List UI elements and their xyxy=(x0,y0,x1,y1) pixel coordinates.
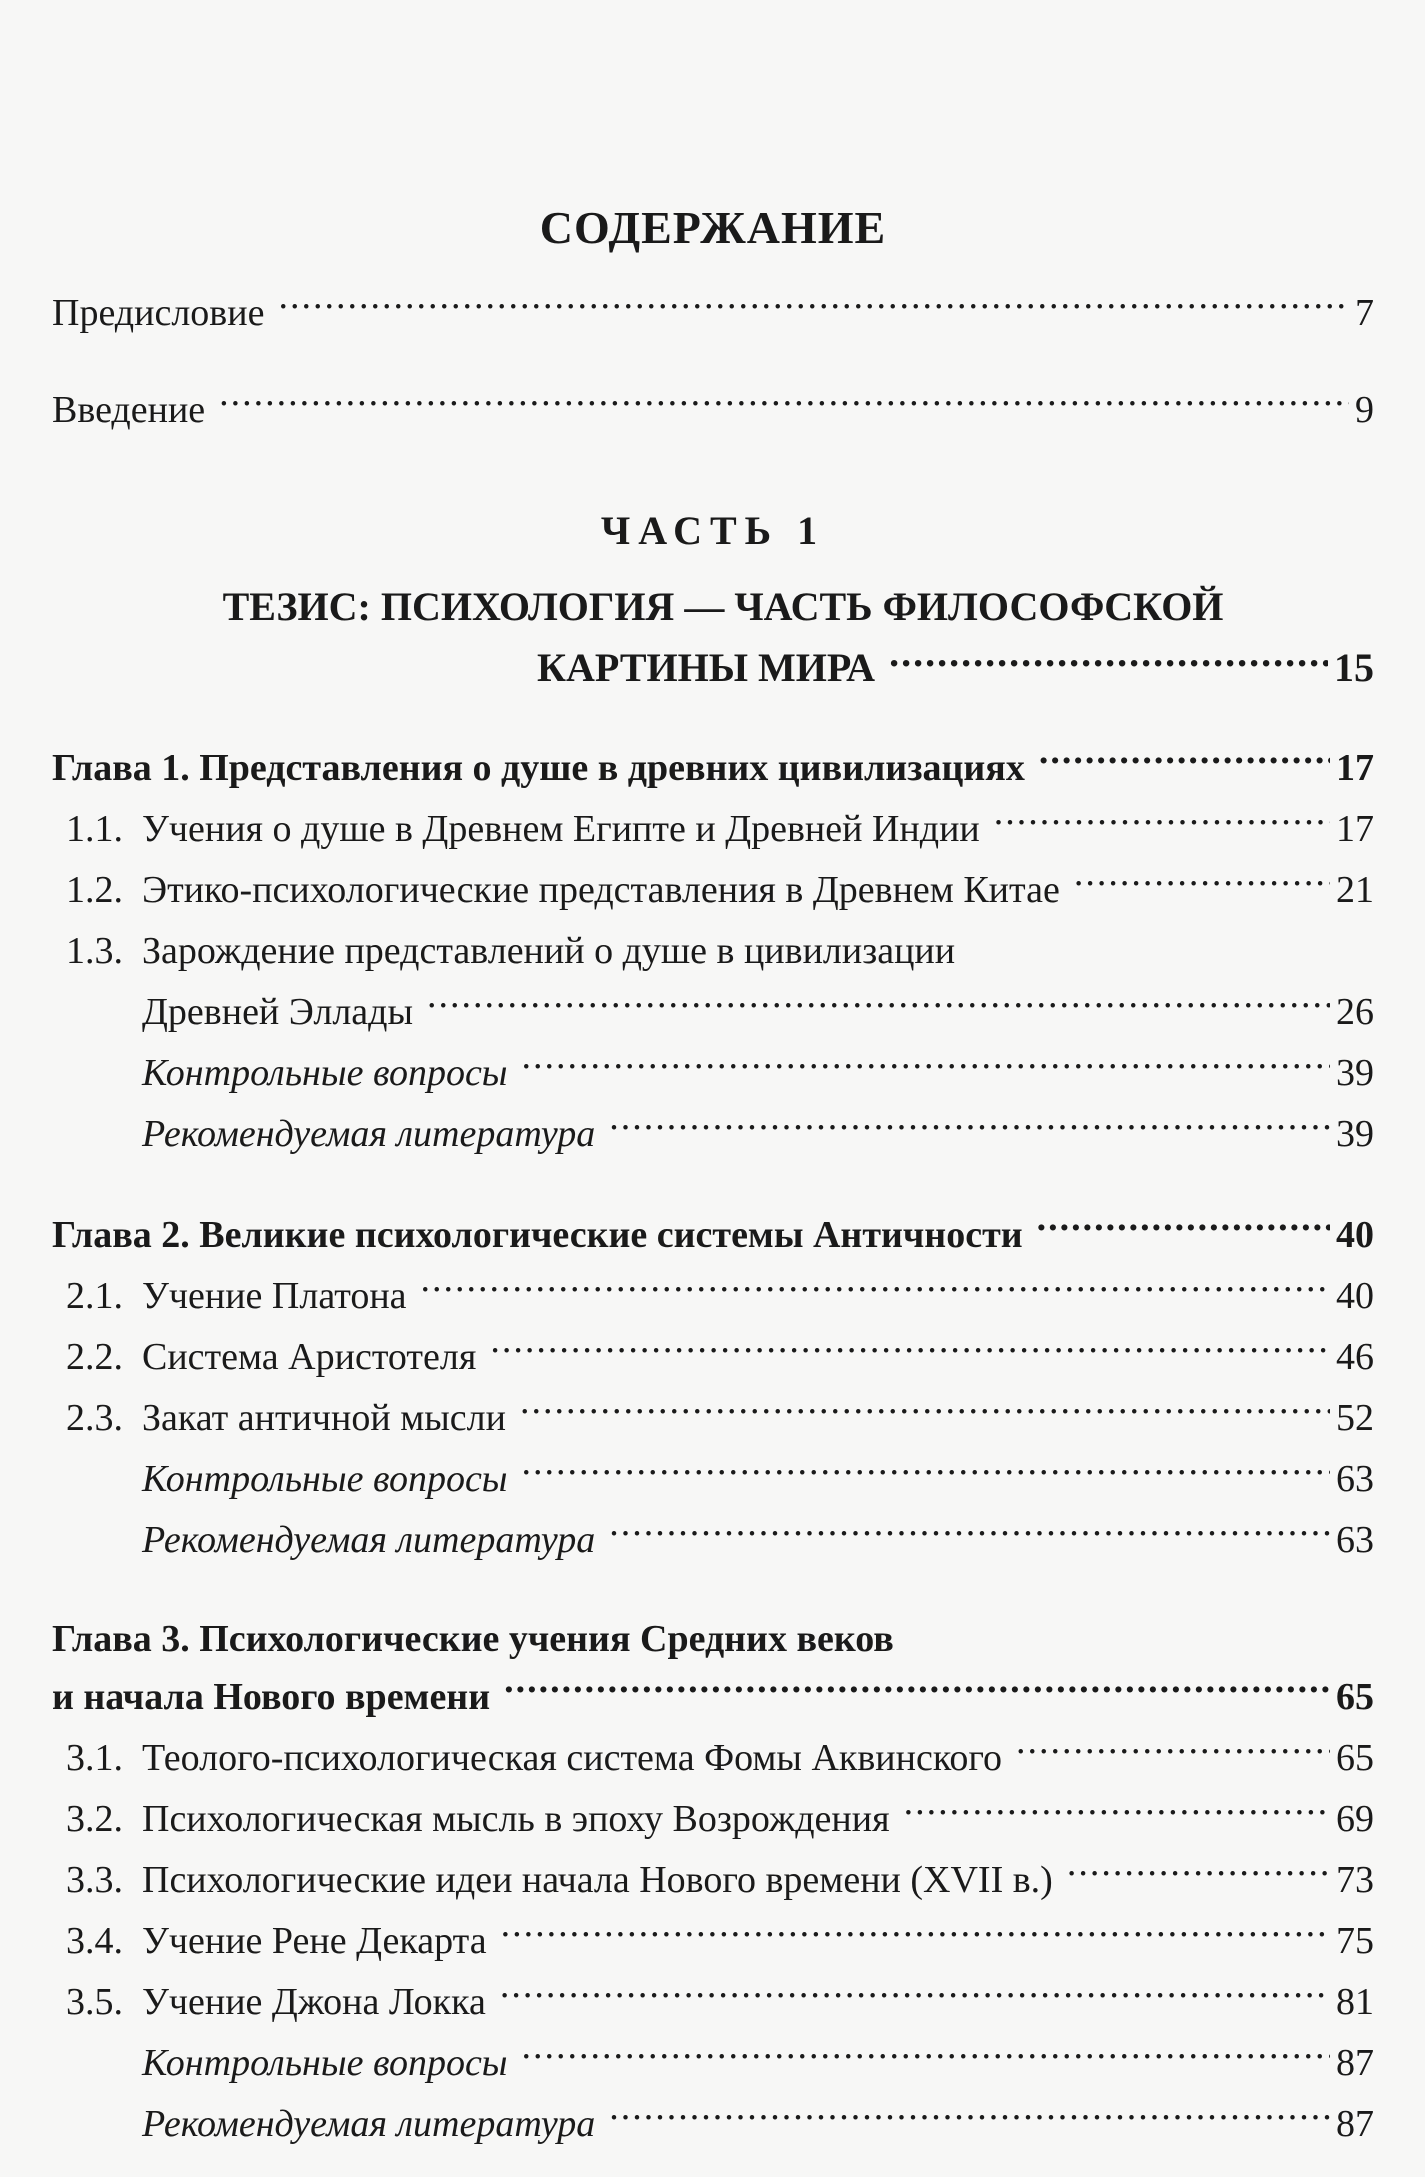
entry-page: 75 xyxy=(1336,1920,1374,1962)
dot-leader xyxy=(421,1270,1330,1308)
entry-page: 7 xyxy=(1355,292,1374,334)
entry-page: 9 xyxy=(1355,389,1374,431)
dot-leader xyxy=(1037,1209,1330,1247)
entry-page: 21 xyxy=(1336,869,1374,911)
part-title-line1: ТЕЗИС: ПСИХОЛОГИЯ — ЧАСТЬ ФИЛОСОФСКОЙ xyxy=(222,584,1224,629)
part-title-line2 xyxy=(52,637,1374,698)
section-title: Учения о душе в Древнем Египте и Древней Индии xyxy=(142,808,980,850)
dot-leader xyxy=(1074,864,1330,902)
chapter-title: и начала Нового времени xyxy=(52,1676,491,1718)
toc-chapter-3-line1: Глава 3. Психологические учения Средних веков xyxy=(52,1618,894,1660)
entry-page: 15 xyxy=(1334,645,1374,690)
toc-questions xyxy=(52,1449,1374,1510)
entry-page: 52 xyxy=(1336,1397,1374,1439)
section-number: 3.4. xyxy=(66,1920,123,1962)
section-number: 2.3. xyxy=(66,1397,123,1439)
dot-leader xyxy=(609,2098,1330,2136)
entry-page: 69 xyxy=(1336,1798,1374,1840)
toc-section xyxy=(52,1728,1374,1789)
entry-label: Предисловие xyxy=(52,292,265,334)
dot-leader xyxy=(490,1331,1330,1369)
section-number: 2.2. xyxy=(66,1336,123,1378)
table-of-contents xyxy=(52,202,1374,2155)
toc-chapter-1 xyxy=(52,738,1374,799)
section-number: 1.2. xyxy=(66,869,123,911)
toc-questions xyxy=(52,1043,1374,1104)
section-title: Этико-психологические представления в Древнем Китае xyxy=(142,869,1060,911)
part-label: ЧАСТЬ 1 xyxy=(600,508,826,553)
section-number: 3.5. xyxy=(66,1981,123,2023)
dot-leader xyxy=(609,1108,1330,1146)
entry-page: 87 xyxy=(1336,2103,1374,2145)
dot-leader xyxy=(1039,742,1330,780)
entry-page: 46 xyxy=(1336,1336,1374,1378)
dot-leader xyxy=(609,1514,1330,1552)
dot-leader xyxy=(522,1453,1330,1491)
entry-label: Контрольные вопросы xyxy=(142,1458,508,1500)
toc-section xyxy=(52,1911,1374,1972)
toc-section xyxy=(52,1850,1374,1911)
dot-leader xyxy=(522,1047,1330,1085)
toc-section xyxy=(52,921,1374,982)
entry-label: КАРТИНЫ МИРА xyxy=(537,645,876,690)
section-title-continuation: Древней Эллады xyxy=(142,991,414,1033)
chapter-title: Глава 2. Великие психологические системы Античности xyxy=(52,1214,1023,1256)
entry-page: 17 xyxy=(1336,808,1374,850)
chapter-title: Глава 1. Представления о душе в древних цивилизациях xyxy=(52,747,1025,789)
dot-leader xyxy=(501,1915,1330,1953)
entry-page: 39 xyxy=(1336,1113,1374,1155)
toc-literature xyxy=(52,1510,1374,1571)
section-number: 1.1. xyxy=(66,808,123,850)
dot-leader xyxy=(500,1976,1330,2014)
toc-section xyxy=(52,1327,1374,1388)
entry-page: 17 xyxy=(1336,747,1374,789)
page-title: СОДЕРЖАНИЕ xyxy=(539,202,887,253)
entry-page: 73 xyxy=(1336,1859,1374,1901)
toc-entry-preface xyxy=(52,283,1374,344)
section-title: Учение Платона xyxy=(142,1275,407,1317)
section-number: 3.1. xyxy=(66,1737,123,1779)
dot-leader xyxy=(1067,1854,1330,1892)
toc-entry-introduction xyxy=(52,380,1374,441)
toc-section xyxy=(52,1388,1374,1449)
entry-label: Введение xyxy=(52,389,206,431)
section-title: Учение Рене Декарта xyxy=(142,1920,487,1962)
dot-leader xyxy=(219,384,1349,422)
section-title: Психологические идеи начала Нового времени (XVII в.) xyxy=(142,1859,1053,1901)
section-number: 2.1. xyxy=(66,1275,123,1317)
entry-label: Рекомендуемая литература xyxy=(142,2103,596,2145)
toc-section xyxy=(52,860,1374,921)
dot-leader xyxy=(904,1793,1330,1831)
toc-chapter-3 xyxy=(52,1667,1374,1728)
dot-leader xyxy=(889,641,1328,681)
section-title: Психологическая мысль в эпоху Возрождения xyxy=(142,1798,890,1840)
entry-page: 26 xyxy=(1336,991,1374,1033)
entry-page: 65 xyxy=(1336,1737,1374,1779)
dot-leader xyxy=(504,1671,1330,1709)
dot-leader xyxy=(994,803,1330,841)
section-number: 1.3. xyxy=(66,930,123,972)
entry-page: 81 xyxy=(1336,1981,1374,2023)
entry-page: 65 xyxy=(1336,1676,1374,1718)
entry-page: 39 xyxy=(1336,1052,1374,1094)
entry-label: Контрольные вопросы xyxy=(142,2042,508,2084)
section-title: Система Аристотеля xyxy=(142,1336,477,1378)
toc-section xyxy=(52,799,1374,860)
section-number: 3.2. xyxy=(66,1798,123,1840)
toc-section xyxy=(52,1266,1374,1327)
entry-page: 40 xyxy=(1336,1214,1374,1256)
entry-page: 87 xyxy=(1336,2042,1374,2084)
entry-page: 63 xyxy=(1336,1458,1374,1500)
entry-label: Контрольные вопросы xyxy=(142,1052,508,1094)
dot-leader xyxy=(1016,1732,1330,1770)
dot-leader xyxy=(278,287,1349,325)
section-title: Зарождение представлений о душе в цивилизации xyxy=(142,930,956,972)
section-number: 3.3. xyxy=(66,1859,123,1901)
toc-questions xyxy=(52,2033,1374,2094)
section-title: Закат античной мысли xyxy=(142,1397,506,1439)
entry-page: 63 xyxy=(1336,1519,1374,1561)
toc-literature xyxy=(52,2094,1374,2155)
toc-section-continuation xyxy=(52,982,1374,1043)
section-title: Теолого-психологическая система Фомы Аквинского xyxy=(142,1737,1003,1779)
dot-leader xyxy=(520,1392,1330,1430)
entry-label: Рекомендуемая литература xyxy=(142,1519,596,1561)
section-title: Учение Джона Локка xyxy=(142,1981,486,2023)
entry-label: Рекомендуемая литература xyxy=(142,1113,596,1155)
toc-section xyxy=(52,1789,1374,1850)
toc-section xyxy=(52,1972,1374,2033)
entry-page: 40 xyxy=(1336,1275,1374,1317)
toc-chapter-2 xyxy=(52,1205,1374,1266)
dot-leader xyxy=(522,2037,1330,2075)
dot-leader xyxy=(427,986,1330,1024)
toc-literature xyxy=(52,1104,1374,1165)
